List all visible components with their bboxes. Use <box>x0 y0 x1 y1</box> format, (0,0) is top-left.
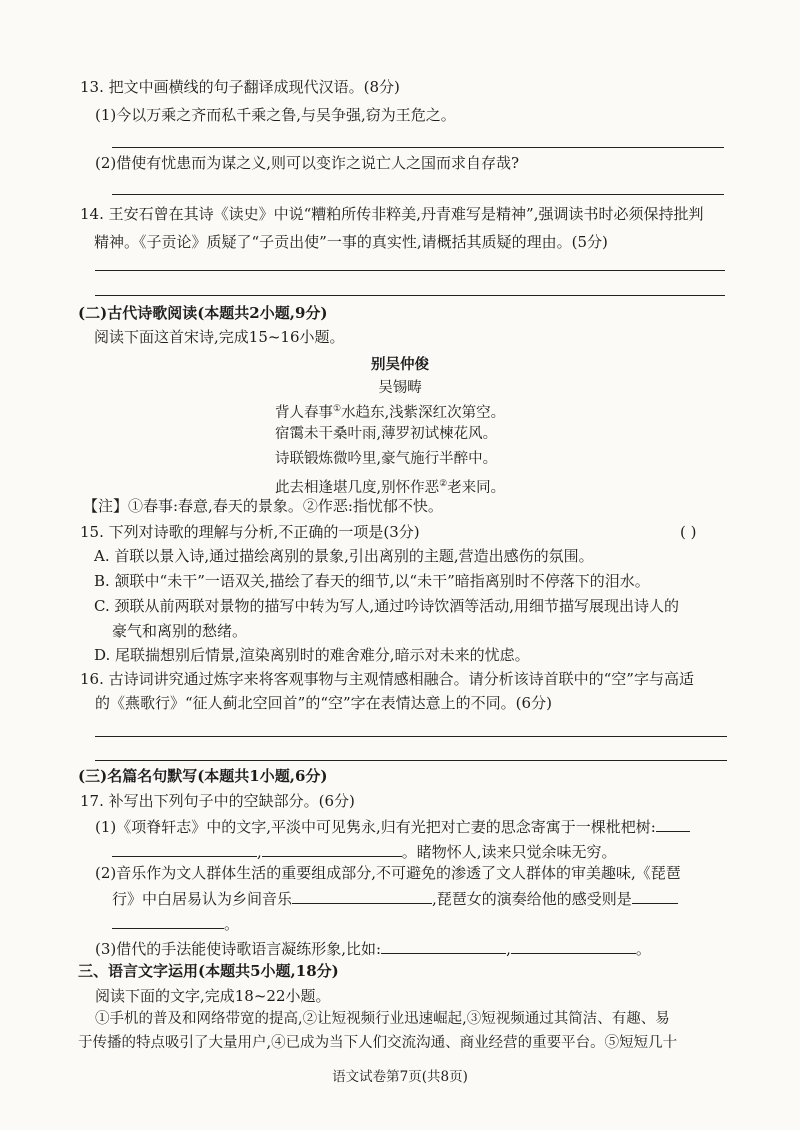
q17-item-1-line-2: , 。睹物怀人,读来只觉余味无穷。 <box>112 840 617 863</box>
poem-title: 别吴仲俊 <box>371 357 429 373</box>
poem-line-4: 此去相逢堪几度,别怀作恶②老来同。 <box>275 479 506 496</box>
fill-blank[interactable] <box>112 912 224 929</box>
fill-blank[interactable] <box>656 815 690 832</box>
q15-option-d: D. 尾联揣想别后情景,渲染离别时的难舍难分,暗示对未来的忧虑。 <box>94 646 530 664</box>
q17-item-1-line-1: (1)《项脊轩志》中的文字,平淡中可见隽永,归有光把对亡妻的思念寄寓于一棵枇杷树: <box>95 815 690 838</box>
fill-blank[interactable] <box>381 937 506 954</box>
poem-line-3: 诗联锻炼微吟里,豪气施行半醉中。 <box>275 451 498 467</box>
q15-option-b: B. 颔联中“未干”一语双关,描绘了春天的细节,以“未干”暗指离别时不停落下的泪水。 <box>94 572 650 590</box>
page-footer: 语文试卷第7页(共8页) <box>332 1069 468 1085</box>
answer-parentheses[interactable]: ( ) <box>680 523 697 541</box>
q16-line-2: 的《燕歌行》“征人蓟北空回首”的“空”字在表情达意上的不同。(6分) <box>95 694 552 712</box>
q13-sentence-2: (2)借使有忧患而为谋之义,则可以变诈之说亡人之国而求自存哉? <box>95 154 520 172</box>
poem-line-2: 宿霭未干桑叶雨,薄罗初试楝花风。 <box>275 426 498 442</box>
q15-stem: 15. 下列对诗歌的理解与分析,不正确的一项是(3分) <box>80 523 420 541</box>
q13-sentence-1: (1)今以万乘之齐而私千乘之鲁,与吴争强,窃为王危之。 <box>95 106 456 124</box>
q15-option-c-line-1: C. 颈联从前两联对景物的描写中转为写人,通过吟诗饮酒等活动,用细节描写展现出诗人的 <box>94 597 680 615</box>
q16-line-1: 16. 古诗词讲究通过炼字来将客观事物与主观情感相融合。请分析该诗首联中的“空”字与高适 <box>80 670 694 688</box>
poem-note: 【注】①春事:春意,春天的景象。②作恶:指忧郁不快。 <box>83 497 443 515</box>
answer-line[interactable] <box>112 194 724 195</box>
poem-line-1: 背人春事①水趋东,浅紫深红次第空。 <box>275 404 506 421</box>
part-3-intro: 阅读下面的文字,完成18~22小题。 <box>95 987 331 1005</box>
section-2-title: (二)古代诗歌阅读(本题共2小题,9分) <box>78 304 328 322</box>
answer-line[interactable] <box>95 760 727 761</box>
q17-item-2-line-2: 行》中白居易认为乡间音乐 ,琵琶女的演奏给他的感受则是 <box>112 887 678 910</box>
q17-stem: 17. 补写出下列句子中的空缺部分。(6分) <box>80 792 355 810</box>
q15-option-a: A. 首联以景入诗,通过描绘离别的景象,引出离别的主题,营造出感伤的氛围。 <box>94 547 594 565</box>
fill-blank[interactable] <box>262 840 402 857</box>
part-3-paragraph-line-1: ①手机的普及和网络带宽的提高,②让短视频行业迅速崛起,③短视频通过其简洁、有趣、易 <box>95 1011 670 1027</box>
fill-blank[interactable] <box>511 937 636 954</box>
fill-blank[interactable] <box>112 840 257 857</box>
q14-line-1: 14. 王安石曾在其诗《读史》中说“糟粕所传非粹美,丹青难写是精神”,强调读书时必须保持批判 <box>80 205 704 223</box>
q14-line-2: 精神。《子贡论》质疑了“子贡出使”一事的真实性,请概括其质疑的理由。(5分) <box>94 233 608 251</box>
section-2-intro: 阅读下面这首宋诗,完成15~16小题。 <box>94 328 345 346</box>
q17-item-2-line-1: (2)音乐作为文人群体生活的重要组成部分,不可避免的渗透了文人群体的审美趣味,《琵琶 <box>95 864 681 882</box>
answer-line[interactable] <box>112 147 724 148</box>
part-3-title: 三、语言文字运用(本题共5小题,18分) <box>78 962 339 980</box>
answer-line[interactable] <box>95 270 725 271</box>
q17-item-3: (3)借代的手法能使诗歌语言凝练形象,比如: , 。 <box>95 937 651 960</box>
section-3-title: (三)名篇名句默写(本题共1小题,6分) <box>78 767 328 785</box>
fill-blank[interactable] <box>632 887 678 904</box>
fill-blank[interactable] <box>292 887 432 904</box>
q17-item-2-line-3: 。 <box>112 912 239 935</box>
part-3-paragraph-line-2: 于传播的特点吸引了大量用户,④已成为当下人们交流沟通、商业经营的重要平台。⑤短短几十 <box>78 1035 678 1051</box>
poem-author: 吴锡畴 <box>378 380 422 396</box>
q13-stem: 13. 把文中画横线的句子翻译成现代汉语。(8分) <box>80 78 400 96</box>
answer-line[interactable] <box>95 295 725 296</box>
answer-line[interactable] <box>95 736 727 737</box>
q15-option-c-line-2: 豪气和离别的愁绪。 <box>112 622 248 640</box>
